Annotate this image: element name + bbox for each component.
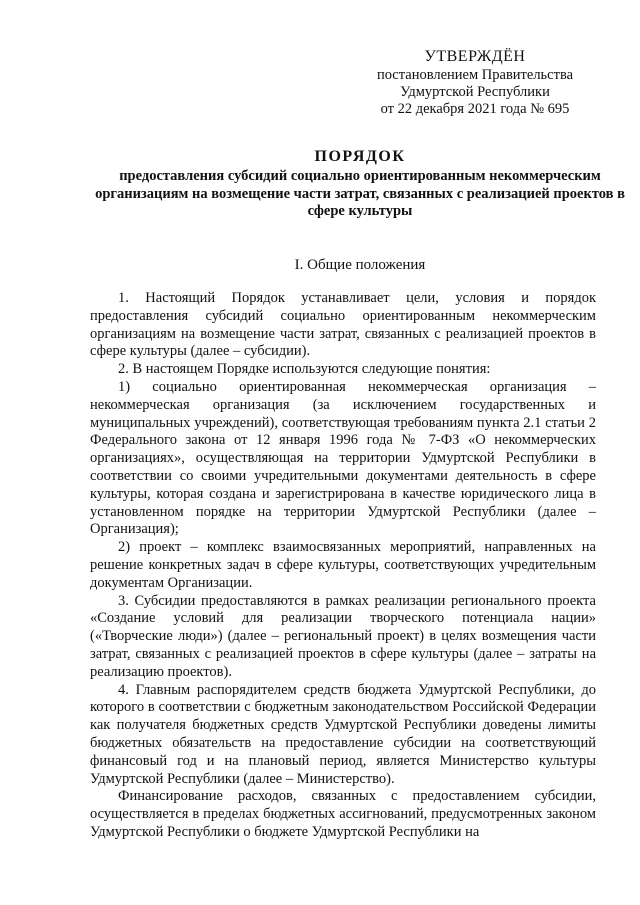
approval-stamp: [360, 46, 590, 118]
section-title: I. Общие положения: [294, 257, 426, 273]
paragraph: 2) проект – комплекс взаимосвязанных мероприятий, направленных на решение конкретных задач в сфере культуры, соответствующих учредительным документам Организации.: [90, 539, 596, 591]
approval-line-1: постановлением Правительства: [376, 67, 574, 83]
document-body: [90, 290, 596, 842]
paragraph: 4. Главным распорядителем средств бюджета Удмуртской Республики, до которого в соответствии с бюджетным законодательством Российской Федерации как получателя бюджетных средств Удмуртской Республики доведены лимиты бюджетных обязательств на предоставление субсидии на соответствующий финансовый год и на плановый период, является Министерство культуры Удмуртской Республики (далее – Министерство).: [90, 681, 596, 787]
paragraph: Финансирование расходов, связанных с предоставлением субсидии, осуществляется в пределах бюджетных ассигнований, предусмотренных законом Удмуртской Республики о бюджете Удмуртской Республики на: [90, 788, 596, 840]
approval-line-2: Удмуртской Республики: [400, 84, 550, 100]
paragraph: 2. В настоящем Порядке используются следующие понятия:: [118, 361, 491, 378]
document-heading: [90, 147, 630, 221]
document-title: ПОРЯДОК: [314, 148, 406, 165]
paragraph: 1) социально ориентированная некоммерческая организация – некоммерческая организация (за исключением государственных и муниципальных учреждений), соответствующая требованиям пункта 2.1 статьи 2 Федерального закона от 12 января 1996 года № 7-ФЗ «О некоммерческих организациях», осуществляющая на территории Удмуртской Республики в соответствии со своими учредительными документами деятельность в сфере культуры, которая создана и зарегистрирована в качестве юридического лица в установленном порядке на территории Удмуртской Республики (далее – Организация);: [90, 378, 596, 538]
paragraph: 3. Субсидии предоставляются в рамках реализации регионального проекта «Создание условий для реализации творческого потенциала нации» («Творческие люди») (далее – региональный проект) в целях возмещения части затрат, связанных с реализацией проектов в сфере культуры (далее – затраты на реализацию проектов).: [90, 592, 596, 680]
approval-title: УТВЕРЖДЁН: [424, 48, 526, 65]
approval-line-3: от 22 декабря 2021 года № 695: [380, 101, 570, 117]
document-subtitle: предоставления субсидий социально ориентированным некоммерческим организациям на возмещение части затрат, связанных с реализацией проектов в сфере культуры: [95, 168, 625, 219]
paragraph: 1. Настоящий Порядок устанавливает цели, условия и порядок предоставления субсидий социально ориентированным некоммерческим организациям на возмещение части затрат, связанных с реализацией проектов в сфере культуры (далее – субсидии).: [90, 290, 596, 360]
